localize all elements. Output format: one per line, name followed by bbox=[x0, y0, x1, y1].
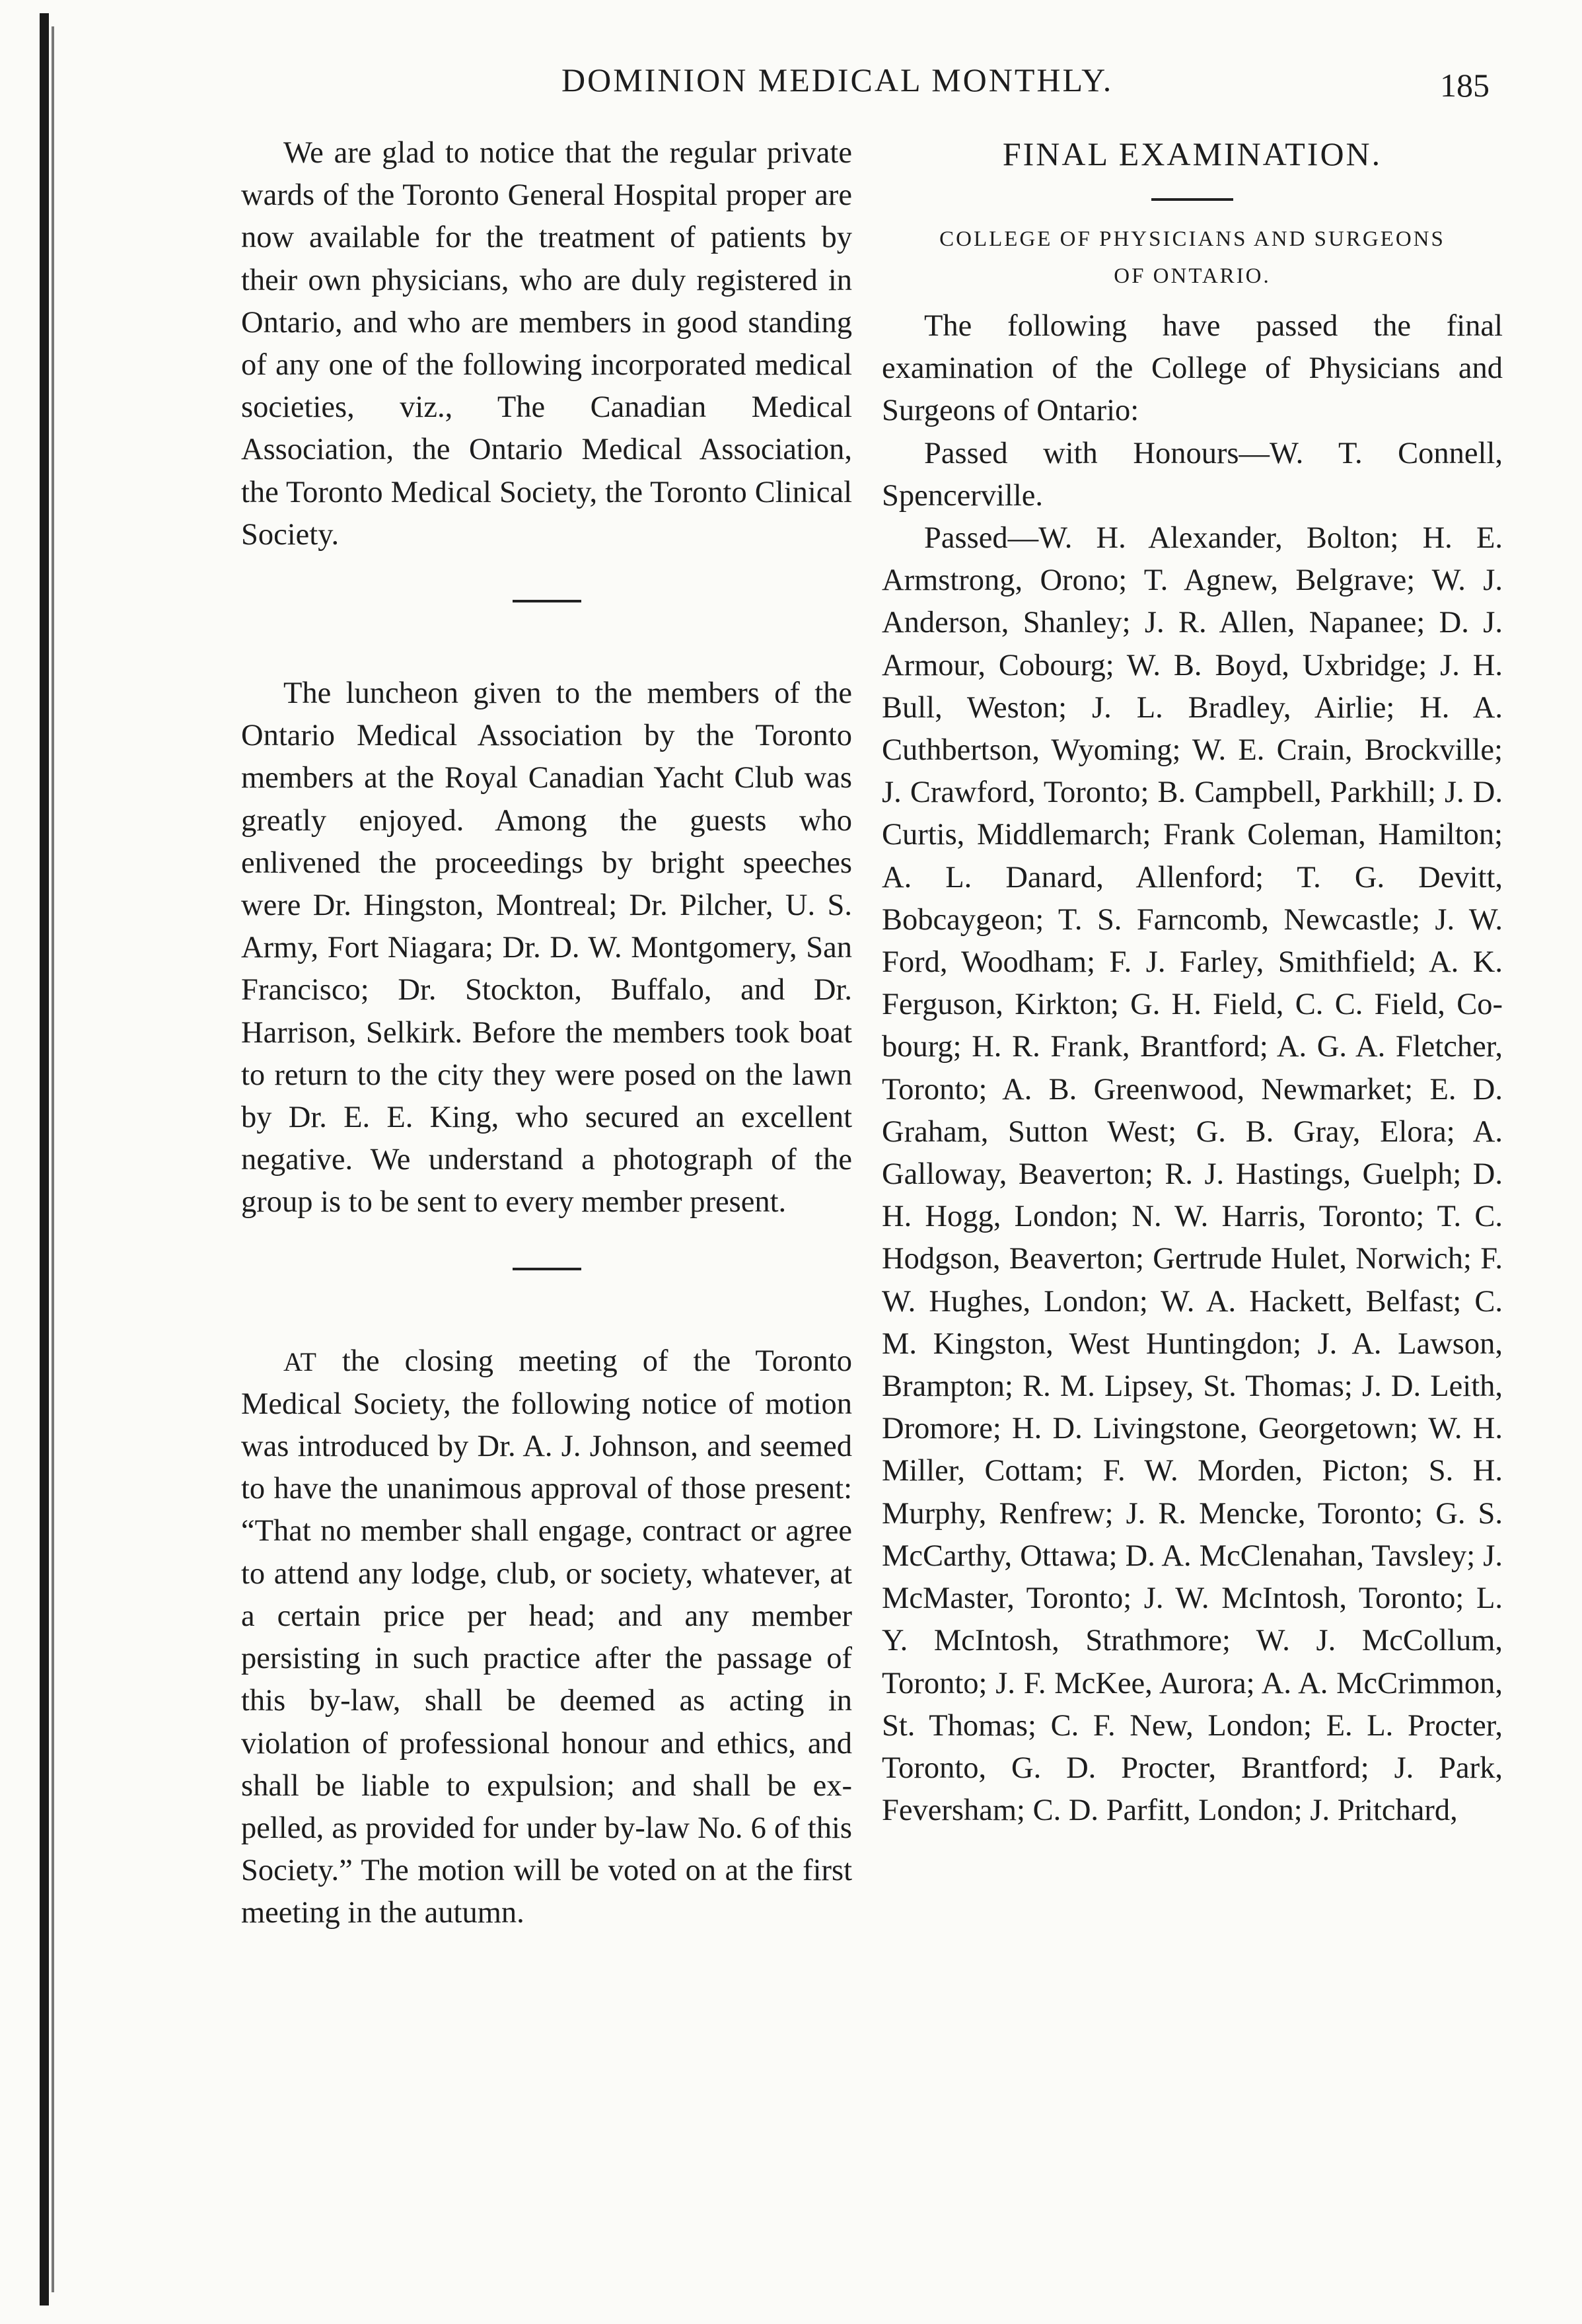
paragraph-luncheon: The luncheon given to the members of the Ontario Medical Association by the Toronto members at the Royal Canadian Yacht Club was greatly enjoyed. Among the guests who enlivened the proceedings by bright speeches were Dr. Hingston, Montreal; Dr. Pilcher, U. S. Army, Fort Niagara; Dr. D. W. Montgomery, San Francisco; Dr. Stockton, Buffalo, and Dr. Harrison, Selkirk. Before the members took boat to return to the city they were posed on the lawn by Dr. E. E. King, who secured an excellent negative. We understand a photograph of the group is to be sent to every member present. bbox=[241, 676, 852, 1219]
paragraph-passed-with-honours: Passed with Honours—W. T. Connell, Spencerville. bbox=[882, 436, 1503, 513]
paragraph-exam-intro: The following have passed the final examination of the College of Physicians and Surgeons of Ontario: bbox=[882, 309, 1503, 428]
paragraph-passed-list: Passed—W. H. Alexander, Bolton; H. E. Armstrong, Orono; T. Agnew, Belgrave; W. J. Anderson, Shanley; J. R. Allen, Napanee; D. J. Armour, Cobourg; W. B. Boyd, Uxbridge; J. H. Bull, Weston; J. L. Bradley, Airlie; H. A. Cuthbertson, Wyoming; W. E. Crain, Brockville; J. Crawford, Toronto; B. Campbell, Parkhill; J. D. Curtis, Middlemarch; Frank Coleman, Hamilton; A. L. Danard, Allenford; T. G. Devitt, Bobcaygeon; T. S. Farncomb, Newcastle; J. W. Ford, Woodham; F. J. Farley, Smithfield; A. K. Ferguson, Kirkton; G. H. Field, C. C. Field, Cobourg; H. R. Frank, Brantford; A. G. A. Fletcher, Toronto; A. B. Greenwood, Newmarket; E. D. Graham, Sutton West; G. B. Gray, Elora; A. Galloway, Beaverton; R. J. Hastings, Guelph; D. H. Hogg, London; N. W. Harris, Toronto; T. C. Hodgson, Beaverton; Gertrude Hulet, Norwich; F. W. Hughes, London; W. A. Hackett, Belfast; C. M. Kingston, West Huntingdon; J. A. Lawson, Brampton; R. M. Lipsey, St. Thomas; J. D. Leith, Dromore; H. D. Livingstone, Georgetown; W. H. Miller, Cottam; F. W. Morden, Picton; S. H. Murphy, Renfrew; J. R. Mencke, Toronto; G. S. McCarthy, Ottawa; D. A. McClenahan, Tavsley; J. McMaster, Toronto; J. W. McIntosh, Toronto; L. Y. McIntosh, Strathmore; W. J. McCollum, Toronto; J. F. McKee, Aurora; A. A. McCrimmon, St. Thomas; C. F. New, London; E. L. Procter, Toronto, G. D. Procter, Brantford; J. Park, Feversham; C. D. Parfitt, London; J. Pritchard, bbox=[882, 521, 1503, 1828]
section-divider bbox=[513, 600, 581, 602]
college-name-line-2: OF ONTARIO. bbox=[1114, 264, 1271, 288]
paragraph-private-wards: We are glad to notice that the regular private wards of the Toronto General Hospital proper are now available for the treatment of patients by their own physicians, who are duly registered in Ontario, and who are members in good standing of any one of the following incorporated medical societies, viz., The Canadian Medical Association, the Ontario Medical Association, the Toronto Medical Society, the Toronto Clinical Society. bbox=[241, 136, 852, 552]
paragraph-closing-meeting bbox=[241, 1340, 852, 1935]
heading-divider bbox=[1151, 198, 1233, 201]
page-number: 185 bbox=[1440, 67, 1490, 104]
section-heading-final-examination: FINAL EXAMINATION. bbox=[1002, 135, 1383, 172]
section-divider bbox=[513, 1268, 581, 1270]
right-column bbox=[882, 132, 1503, 1832]
running-title: DOMINION MEDICAL MONTHLY. bbox=[561, 61, 1114, 98]
page-binding-edge bbox=[40, 13, 49, 2306]
paragraph-closing-meeting-text: the closing meeting of the Toronto Medical Society, the following notice of motion was introduced by Dr. A. J. Johnson, and seemed to have the unanimous approval of those present: “That no member shall engage, contract or agree to attend any lodge, club, or society, whatever, at a certain price per head; and any member persisting in such practice after the passage of this by-law, shall be deemed as acting in violation of professional honour and ethics, and shall be liable to expulsion; and shall be expelled, as provided for under by-law No. 6 of this Society.” The motion will be voted on at the first meeting in the autumn. bbox=[241, 1344, 852, 1930]
page-binding-shadow bbox=[52, 26, 54, 2292]
college-name-line: COLLEGE OF PHYSICIANS AND SURGEONS bbox=[939, 227, 1445, 251]
left-column bbox=[241, 132, 852, 1935]
small-caps-lead-word: AT bbox=[283, 1346, 317, 1377]
